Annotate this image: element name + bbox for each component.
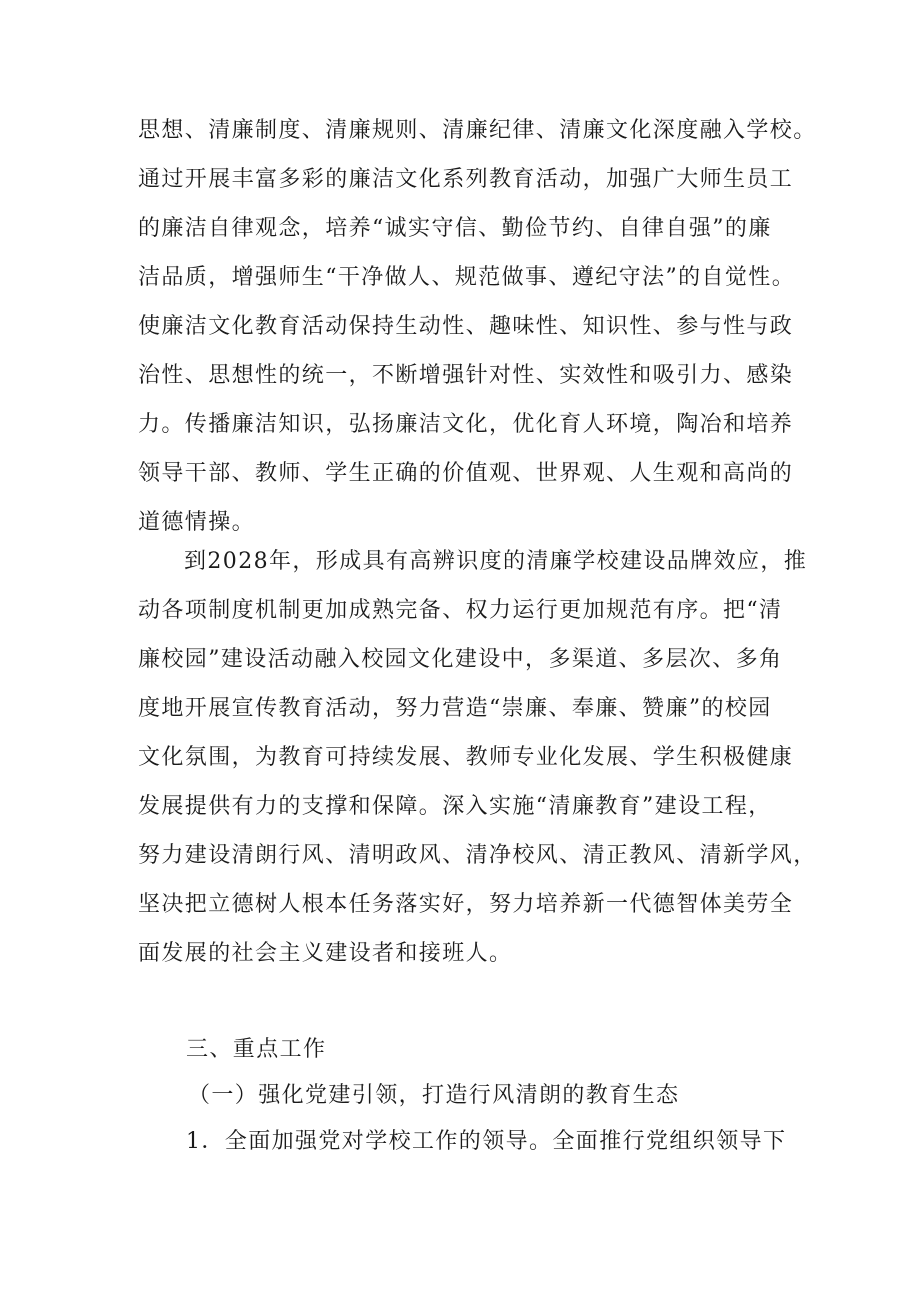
paragraph-1-line: 思想、清廉制度、清廉规则、清廉纪律、清廉文化深度融入学校。 (138, 118, 817, 143)
paragraph-2-line: 努力建设清朗行风、清明政风、清净校风、清正教风、清新学风， (138, 843, 817, 868)
paragraph-1-line: 通过开展丰富多彩的廉洁文化系列教育活动，加强广大师生员工 (138, 167, 794, 192)
paragraph-2-line: 动各项制度机制更加成熟完备、权力运行更加规范有序。把“清 (138, 598, 783, 623)
list-item-1: 1．全面加强党对学校工作的领导。全面推行党组织领导下 (186, 1129, 787, 1154)
paragraph-2-line: 文化氛围，为教育可持续发展、教师专业化发展、学生积极健康 (138, 745, 794, 770)
paragraph-1-line: 的廉洁自律观念，培养“诚实守信、勤俭节约、自律自强”的廉 (138, 216, 772, 241)
paragraph-1-line: 治性、思想性的统一，不断增强针对性、实效性和吸引力、感染 (138, 363, 794, 388)
paragraph-2-line: 廉校园”建设活动融入校园文化建设中，多渠道、多层次、多角 (138, 647, 783, 672)
paragraph-1-line: 洁品质，增强师生“干净做人、规范做事、遵纪守法”的自觉性。 (138, 265, 796, 290)
section-heading: 三、重点工作 (186, 1037, 327, 1062)
paragraph-2-line: 坚决把立德树人根本任务落实好，努力培养新一代德智体美劳全 (138, 892, 794, 917)
paragraph-1-line: 领导干部、教师、学生正确的价值观、世界观、人生观和高尚的 (138, 461, 794, 486)
subsection-heading: （一）强化党建引领，打造行风清朗的教育生态 (188, 1083, 680, 1108)
paragraph-2-line: 到2028年，形成具有高辨识度的清廉学校建设品牌效应，推 (184, 549, 808, 574)
paragraph-1 (138, 106, 817, 547)
paragraph-2-line: 面发展的社会主义建设者和接班人。 (138, 941, 513, 966)
paragraph-1-line: 使廉洁文化教育活动保持生动性、趣味性、知识性、参与性与政 (138, 314, 794, 339)
paragraph-1-line: 道德情操。 (138, 510, 256, 535)
paragraph-2-line: 度地开展宣传教育活动，努力营造“崇廉、奉廉、赞廉”的校园 (138, 696, 772, 721)
paragraph-1-line: 力。传播廉洁知识，弘扬廉洁文化，优化育人环境，陶冶和培养 (138, 412, 794, 437)
paragraph-2-line: 发展提供有力的支撑和保障。深入实施“清廉教育”建设工程， (138, 794, 772, 819)
paragraph-2 (138, 537, 817, 978)
